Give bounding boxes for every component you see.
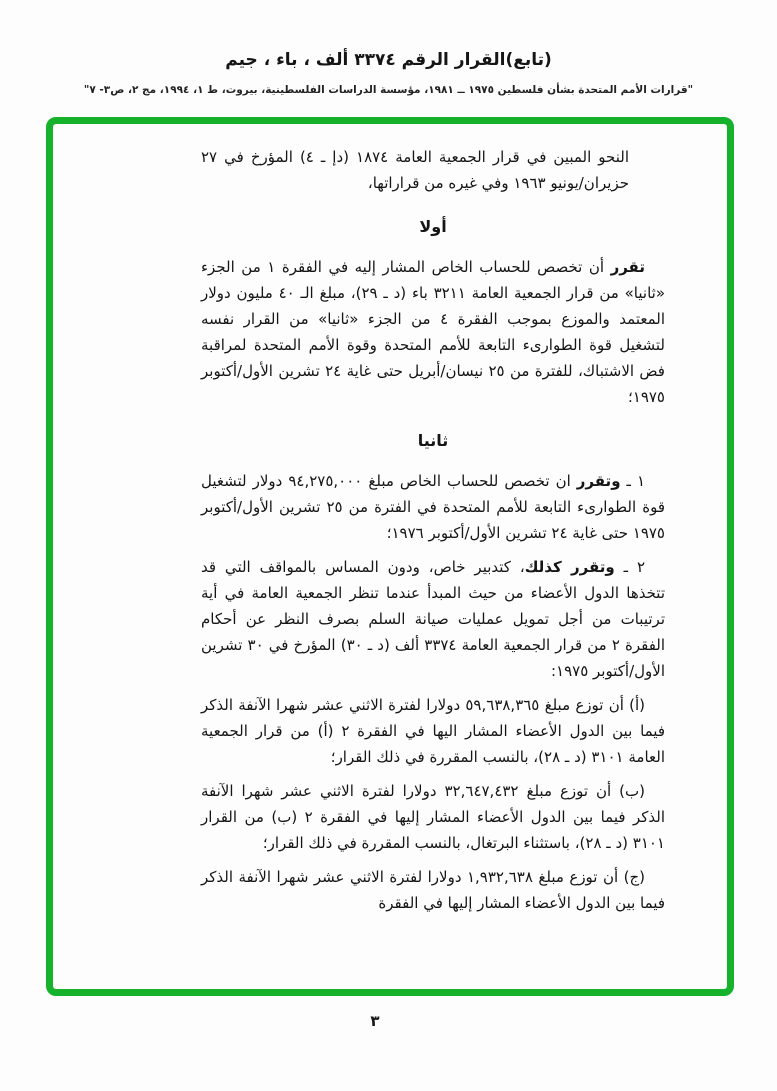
- decides-lead: تقرر: [610, 258, 645, 276]
- resolution-title: (تابع)القرار الرقم ٣٣٧٤ ألف ، باء ، جيم: [225, 50, 552, 70]
- resolution-body: [53, 124, 727, 989]
- item-2: [201, 554, 665, 684]
- sub-item-b: (ب) أن توزع مبلغ ٣٢,٦٤٧,٤٣٢ دولارا لفترة الاثني عشر شهرا الآنفة الذكر فيما بين الدول الأعضاء المشار إليها في الفقرة ٢ (ب) من القرار ٣١٠١ (د ـ ٢٨)، باستثناء البرتغال، بالنسب المقررة في ذلك القرار؛: [201, 782, 665, 852]
- item-2-text: ، كتدبير خاص، ودون المساس بالمواقف التي قد تتخذها الدول الأعضاء من حيث المبدأ عندما تنظر الجمعية العامة في أية ترتيبات من أجل تمويل عمليات صيانة السلم بصرف النظر عن أحكام الفقرة ٢ من قرار الجمعية العامة ٣٣٧٤ ألف (د ـ ٣٠) المؤرخ في ٣٠ تشرين الأول/أكتوبر ١٩٧٥:: [201, 558, 666, 680]
- section-one-heading: أولا: [419, 217, 447, 236]
- item-1: [201, 468, 665, 546]
- sub-item-c: (ج) أن توزع مبلغ ١,٩٣٢,٦٣٨ دولارا لفترة الاثني عشر شهرا الآنفة الذكر فيما بين الدول الأعضاء المشار إليها في الفقرة: [201, 868, 665, 912]
- sub-item-a: (أ) أن توزع مبلغ ٥٩,٦٣٨,٣٦٥ دولارا لفترة الاثني عشر شهرا الآنفة الذكر فيما بين الدول الأعضاء المشار اليها في الفقرة ٢ (أ) من قرار الجمعية العامة ٣١٠١ (د ـ ٢٨)، بالنسب المقررة في ذلك القرار؛: [201, 696, 666, 766]
- item-1-lead: وتقرر: [576, 472, 621, 490]
- section-two-heading: ثانيا: [417, 431, 449, 450]
- item-2-number: ٢ ـ: [614, 558, 645, 576]
- annotation-box: [46, 117, 734, 996]
- source-citation: "قرارات الأمم المتحدة بشأن فلسطين ١٩٧٥ ــ ١٩٨١، مؤسسة الدراسات الفلسطينية، بيروت، ط ١، ١٩٩٤، مج ٢، ص٣- ٧": [83, 84, 694, 96]
- item-1-number: ١ ـ: [620, 472, 645, 490]
- item-2-lead: وتقرر كذلك: [524, 558, 615, 576]
- item-1-text: ان تخصص للحساب الخاص مبلغ ٩٤,٢٧٥,٠٠٠ دولار لتشغيل قوة الطوارىء التابعة للأمم المتحدة في الفترة من ٢٥ تشرين الأول/أكتوبر ١٩٧٥ حتى غاية ٢٤ تشرين الأول/أكتوبر ١٩٧٦؛: [201, 472, 665, 542]
- page-number: ٣: [370, 1012, 380, 1030]
- intro-paragraph: النحو المبين في قرار الجمعية العامة ١٨٧٤ (دإ ـ ٤) المؤرخ في ٢٧ حزيران/يونيو ١٩٦٣ وفي غيره من قراراتها،: [201, 148, 629, 192]
- section-one-paragraph: [201, 254, 665, 410]
- section-one-text: أن تخصص للحساب الخاص المشار إليه في الفقرة ١ من الجزء «ثانيا» من قرار الجمعية العامة ٣٢١١ باء (د ـ ٢٩)، مبلغ الـ ٤٠ مليون دولار المعتمد والموزع بموجب الفقرة ٤ من الجزء «ثانيا» من القرار نفسه لتشغيل قوة الطوارىء التابعة للأمم المتحدة وقوة الأمم المتحدة لمراقبة فض الاشتباك، للفترة من ٢٥ نيسان/أبريل حتى غاية ٢٤ تشرين الأول/أكتوبر ١٩٧٥؛: [201, 258, 666, 406]
